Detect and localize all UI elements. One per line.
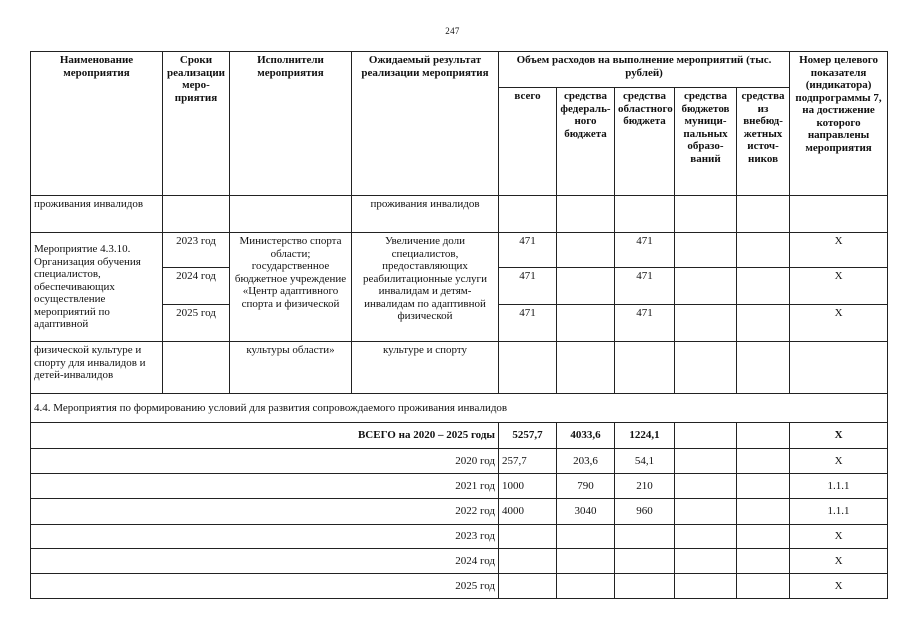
cell-regional: 210 (615, 474, 675, 499)
cell-indicator: X (790, 449, 888, 474)
page-number: 247 (445, 26, 460, 36)
cell-total (499, 574, 557, 599)
cell-indicator: X (790, 233, 888, 268)
section-row (31, 394, 888, 423)
measure-year: 2024 год (163, 268, 230, 305)
budget-table (30, 51, 888, 599)
cell-federal (557, 549, 615, 574)
year-label: 2025 год (31, 574, 499, 599)
cell-federal (557, 574, 615, 599)
cell-indicator: X (790, 305, 888, 342)
table-row (31, 196, 888, 233)
cell-federal: 203,6 (557, 449, 615, 474)
measure-result: Увеличение доли специалистов, предоставляющих реабилитационные услуги инвалидам и детям-инвалидам по адаптивной физической (352, 233, 499, 342)
cell-regional (615, 549, 675, 574)
cell-indicator: 1.1.1 (790, 499, 888, 525)
year-label: 2021 год (31, 474, 499, 499)
cell-total (499, 525, 557, 549)
cell-total (499, 549, 557, 574)
cell-federal (557, 525, 615, 549)
header-extrabudget: средства из внебюд- жетных источ- ников (737, 88, 790, 196)
cell-regional (615, 574, 675, 599)
year-label: 2023 год (31, 525, 499, 549)
table-row (31, 499, 888, 525)
header-federal: средства федераль- ного бюджета (557, 88, 615, 196)
continuation-result: проживания инвалидов (352, 196, 499, 233)
cell-total: 471 (499, 268, 557, 305)
table-row (31, 233, 888, 268)
year-label: 2022 год (31, 499, 499, 525)
cell-regional (615, 525, 675, 549)
measure-result-cont: культуре и спорту (352, 342, 499, 394)
header-municipal: средства бюджетов муници- пальных образо- ваний (675, 88, 737, 196)
summary-total: 5257,7 (499, 423, 557, 449)
cell-federal: 3040 (557, 499, 615, 525)
cell-regional: 471 (615, 305, 675, 342)
measure-executor-cont: культуры области» (230, 342, 352, 394)
cell-total: 1000 (499, 474, 557, 499)
continuation-name: проживания инвалидов (31, 196, 163, 233)
header-result: Ожидаемый результат реализации мероприятия (352, 52, 499, 196)
measure-name-cont: физической культуре и спорту для инвалидов и детей-инвалидов (31, 342, 163, 394)
cell-total: 257,7 (499, 449, 557, 474)
section-title: 4.4. Мероприятия по формированию условий для развития сопровождаемого проживания инвалидов (31, 394, 888, 423)
summary-federal: 4033,6 (557, 423, 615, 449)
measure-name: Мероприятие 4.3.10. Организация обучения специалистов, обеспечивающих осуществление мероприятий по адаптивной (31, 233, 163, 342)
cell-indicator: X (790, 549, 888, 574)
table-row (31, 525, 888, 549)
measure-year: 2023 год (163, 233, 230, 268)
header-total: всего (499, 88, 557, 196)
cell-total: 471 (499, 305, 557, 342)
summary-row (31, 423, 888, 449)
cell-indicator: X (790, 268, 888, 305)
header-volume: Объем расходов на выполнение мероприятий (тыс. рублей) (499, 52, 790, 88)
cell-indicator: X (790, 525, 888, 549)
cell-indicator: X (790, 574, 888, 599)
cell-regional: 471 (615, 268, 675, 305)
measure-executor: Министерство спорта области; государственное бюджетное учреждение «Центр адаптивного спорта и физической (230, 233, 352, 342)
cell-indicator: 1.1.1 (790, 474, 888, 499)
year-label: 2024 год (31, 549, 499, 574)
header-executors: Исполнители мероприятия (230, 52, 352, 196)
cell-federal: 790 (557, 474, 615, 499)
cell-regional: 54,1 (615, 449, 675, 474)
summary-label: ВСЕГО на 2020 – 2025 годы (31, 423, 499, 449)
table-row (31, 574, 888, 599)
table-row (31, 449, 888, 474)
header-terms: Сроки реализации меро- приятия (163, 52, 230, 196)
table-row (31, 342, 888, 394)
table-row (31, 549, 888, 574)
measure-year: 2025 год (163, 305, 230, 342)
cell-regional: 471 (615, 233, 675, 268)
summary-regional: 1224,1 (615, 423, 675, 449)
cell-regional: 960 (615, 499, 675, 525)
summary-indicator: X (790, 423, 888, 449)
cell-total: 4000 (499, 499, 557, 525)
header-name: Наименование мероприятия (31, 52, 163, 196)
header-regional: средства областного бюджета (615, 88, 675, 196)
cell-total: 471 (499, 233, 557, 268)
table-row (31, 474, 888, 499)
year-label: 2020 год (31, 449, 499, 474)
header-indicator: Номер целевого показателя (индикатора) подпрограммы 7, на достижение которого направлены мероприятия (790, 52, 888, 196)
